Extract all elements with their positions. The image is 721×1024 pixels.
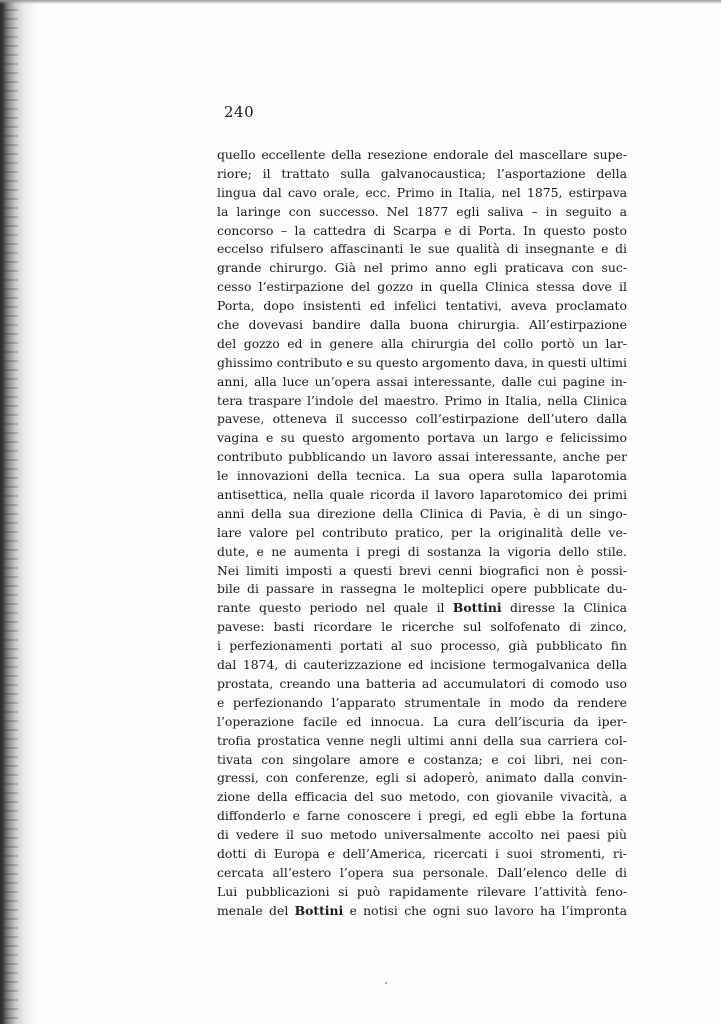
text-run: grande chirurgo. Già nel primo anno egli praticava con suc-	[217, 260, 627, 276]
text-run: dute, e ne aumenta i pregi di sostanza la vigoria dello stile.	[217, 543, 627, 559]
top-edge-shadow	[0, 0, 721, 4]
text-line	[217, 297, 627, 316]
text-line	[217, 184, 627, 203]
text-line	[217, 656, 627, 675]
text-run: i perfezionamenti portati al suo processo, già pubblicato fin	[217, 638, 627, 654]
text-run: ghissimo contributo e su questo argomento dava, in questi ultimi	[217, 354, 627, 370]
text-run: concorso – la cattedra di Scarpa e di Porta. In questo posto	[217, 222, 627, 238]
text-run: e notisi che ogni suo lavoro ha l’impronta	[343, 902, 627, 918]
page-number: 240	[224, 103, 255, 121]
text-line	[217, 826, 627, 845]
text-line	[217, 335, 627, 354]
text-line	[217, 146, 627, 165]
text-run: anni della sua direzione della Clinica di Pavia, è di un singo-	[217, 505, 627, 521]
text-run: bile di passare in rassegna le molteplici opere pubblicate du-	[217, 581, 627, 597]
text-run: trofia prostatica venne negli ultimi anni della sua carriera col-	[217, 732, 627, 748]
text-line	[217, 675, 627, 694]
text-run: anni, alla luce un’opera assai interessante, dalle cui pagine in-	[217, 373, 627, 389]
text-line	[217, 448, 627, 467]
text-run: la laringe con successo. Nel 1877 egli saliva – in seguito a	[217, 203, 627, 219]
text-line	[217, 713, 627, 732]
text-run: gressi, con conferenze, egli si adoperò, animato dalla convin-	[217, 770, 627, 786]
text-line	[217, 505, 627, 524]
text-line	[217, 486, 627, 505]
text-run: del gozzo ed in genere alla chirurgia del collo portò un lar-	[217, 335, 627, 351]
text-run: antisettica, nella quale ricorda il lavoro laparotomico dei primi	[217, 487, 627, 503]
text-run: vagina e su questo argomento portava un largo e felicissimo	[217, 430, 627, 446]
text-line	[217, 467, 627, 486]
text-line	[217, 240, 627, 259]
text-line	[217, 599, 627, 618]
text-line	[217, 864, 627, 883]
text-line	[217, 807, 627, 826]
text-line	[217, 845, 627, 864]
text-run: contributo pubblicando un lavoro assai interessante, anche per	[217, 449, 627, 465]
text-run: cercata all’estero l’opera sua personale. Dall’elenco delle di	[217, 864, 627, 880]
text-run: l’operazione facile ed innocua. La cura dell’iscuria da iper-	[217, 713, 627, 729]
text-line	[217, 751, 627, 770]
text-run: pavese: basti ricordare le ricerche sul solfofenato di zinco,	[217, 619, 627, 635]
text-run: dal 1874, di cauterizzazione ed incisione termogalvanica della	[217, 657, 627, 673]
text-run: diffonderlo e farne conoscere i pregi, ed egli ebbe la fortuna	[217, 808, 627, 824]
text-line	[217, 429, 627, 448]
text-run: quello eccellente della resezione endorale del mascellare supe-	[217, 147, 627, 162]
text-run: riore; il trattato sulla galvanocaustica; l’asportazione della	[217, 165, 627, 181]
author-name-bold: Bottini	[452, 600, 502, 616]
binding-streaks	[4, 0, 18, 1024]
text-line	[217, 373, 627, 392]
text-line	[217, 788, 627, 807]
text-run: eccelso rifulsero affascinanti le sue qualità di insegnante e di	[217, 241, 627, 257]
text-run: pavese, otteneva il successo coll’estirpazione dell’utero dalla	[217, 411, 627, 427]
text-line	[217, 524, 627, 543]
text-run: zione della efficacia del suo metodo, con giovanile vivacità, a	[217, 789, 627, 805]
author-name-bold: Bottini	[294, 902, 344, 918]
text-run: tivata con singolare amore e costanza; e coi libri, nei con-	[217, 751, 627, 767]
text-run: Nei limiti imposti a questi brevi cenni biografici non è possi-	[217, 562, 627, 578]
text-run: menale del	[217, 902, 295, 918]
text-line	[217, 165, 627, 184]
text-line	[217, 259, 627, 278]
body-text	[217, 146, 627, 921]
text-line	[217, 694, 627, 713]
text-run: Lui pubblicazioni si può rapidamente rilevare l’attività feno-	[217, 883, 627, 899]
text-run: diresse la Clinica	[501, 600, 627, 616]
text-line	[217, 354, 627, 373]
text-line	[217, 562, 627, 581]
text-run: le innovazioni della tecnica. La sua opera sulla laparotomia	[217, 468, 627, 484]
text-line	[217, 769, 627, 788]
text-run: Porta, dopo insistenti ed infelici tentativi, aveva proclamato	[217, 298, 627, 314]
text-line	[217, 580, 627, 599]
text-line	[217, 637, 627, 656]
text-line	[217, 902, 627, 921]
text-run: prostata, creando una batteria ad accumulatori di comodo uso	[217, 675, 627, 691]
text-run: di vedere il suo metodo universalmente accolto nei paesi più	[217, 827, 627, 843]
text-line	[217, 618, 627, 637]
text-run: che dovevasi bandire dalla buona chirurgia. All’estirpazione	[217, 317, 627, 333]
text-run: lingua dal cavo orale, ecc. Primo in Italia, nel 1875, estirpava	[217, 184, 627, 200]
text-run: e perfezionando l’apparato strumentale in modo da rendere	[217, 694, 627, 710]
text-line	[217, 222, 627, 241]
text-run: rante questo periodo nel quale il	[217, 600, 453, 616]
text-line	[217, 203, 627, 222]
text-run: dotti di Europa e dell’America, ricercati i suoi stromenti, ri-	[217, 845, 627, 861]
text-run: tera traspare l’indole del maestro. Primo in Italia, nella Clinica	[217, 392, 627, 408]
text-run: cesso l’estirpazione del gozzo in quella Clinica stessa dove il	[217, 279, 627, 295]
text-run: lare valore pel contributo pratico, per la originalità delle ve-	[217, 524, 627, 540]
text-line	[217, 732, 627, 751]
scan-speck	[385, 982, 387, 984]
text-line	[217, 316, 627, 335]
text-line	[217, 410, 627, 429]
text-line	[217, 278, 627, 297]
text-line	[217, 883, 627, 902]
text-line	[217, 543, 627, 562]
text-line	[217, 392, 627, 411]
